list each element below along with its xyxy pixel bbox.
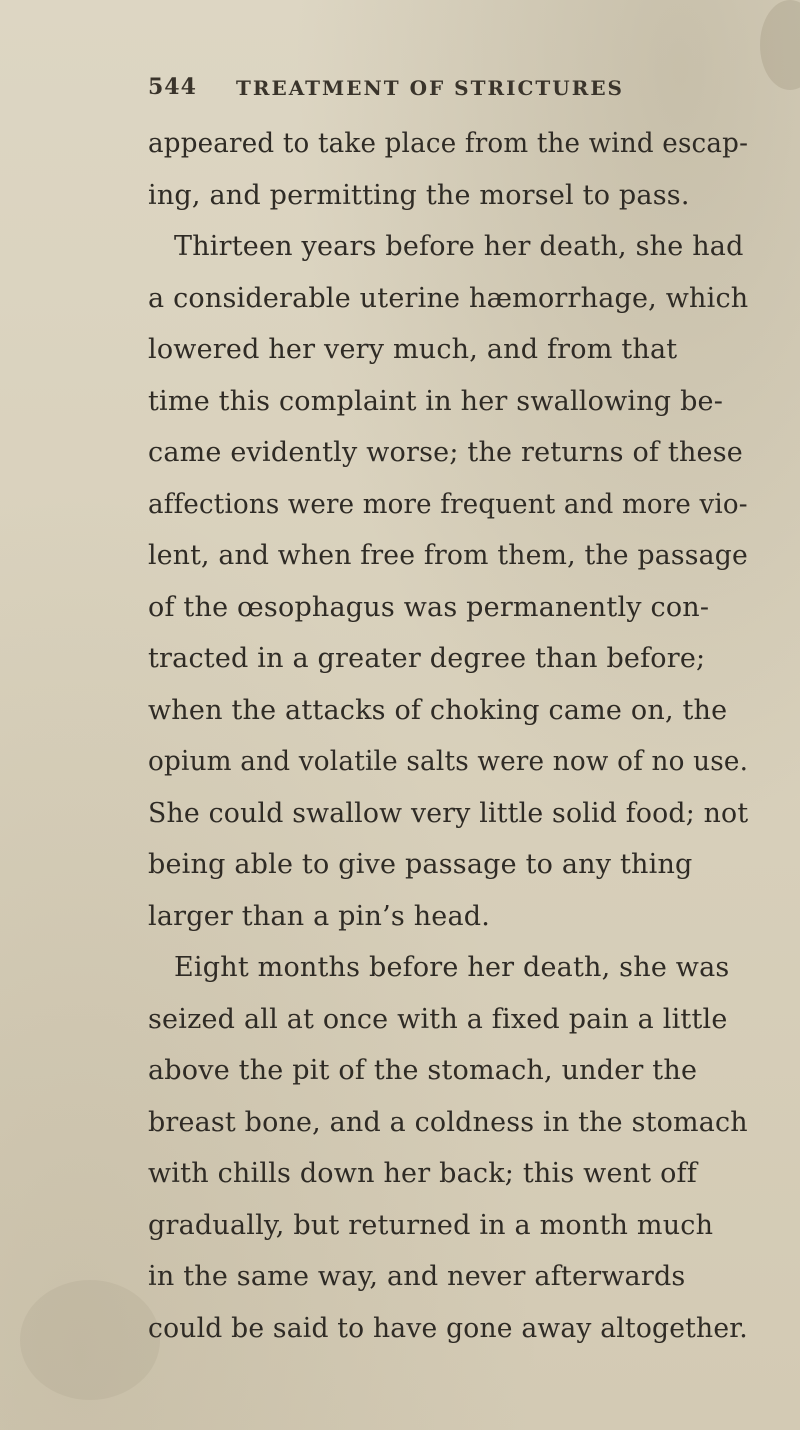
text-line: when the attacks of choking came on, the — [148, 694, 728, 726]
text-line: with chills down her back; this went off — [148, 1158, 697, 1189]
text-line: larger than a pin’s head. — [148, 900, 491, 932]
text-line: opium and volatile salts were now of no use. — [148, 746, 749, 777]
page-number: 544 — [148, 74, 197, 100]
text-line: Thirteen years before her death, she had — [174, 231, 744, 262]
text-line: came evidently worse; the returns of these — [148, 437, 743, 468]
text-line: could be said to have gone away altogether. — [148, 1312, 748, 1344]
text-line: of the œsophagus was permanently con- — [148, 591, 710, 623]
paper-stain — [760, 0, 800, 90]
page-header — [148, 74, 668, 114]
text-line: She could swallow very little solid food; not — [148, 797, 749, 829]
text-line: ing, and permitting the morsel to pass. — [148, 179, 690, 211]
text-line: appeared to take place from the wind escap- — [148, 128, 749, 159]
text-line: in the same way, and never afterwards — [148, 1261, 686, 1292]
body-text — [148, 118, 749, 1354]
text-line: a considerable uterine hæmorrhage, which — [148, 282, 749, 314]
text-line: Eight months before her death, she was — [174, 952, 730, 983]
text-line: breast bone, and a coldness in the stomach — [148, 1106, 748, 1138]
text-line: tracted in a greater degree than before; — [148, 643, 706, 674]
running-head: TREATMENT OF STRICTURES — [236, 76, 625, 100]
paper-stain — [20, 1280, 160, 1400]
text-line: being able to give passage to any thing — [148, 849, 693, 880]
text-line: affections were more frequent and more vio- — [148, 488, 748, 520]
text-line: lowered her very much, and from that — [148, 334, 678, 365]
text-line: above the pit of the stomach, under the — [148, 1055, 698, 1086]
text-line: gradually, but returned in a month much — [148, 1209, 714, 1241]
text-line: seized all at once with a fixed pain a little — [148, 1003, 728, 1035]
text-line: lent, and when free from them, the passage — [148, 540, 748, 571]
text-line: time this complaint in her swallowing be- — [148, 385, 724, 417]
